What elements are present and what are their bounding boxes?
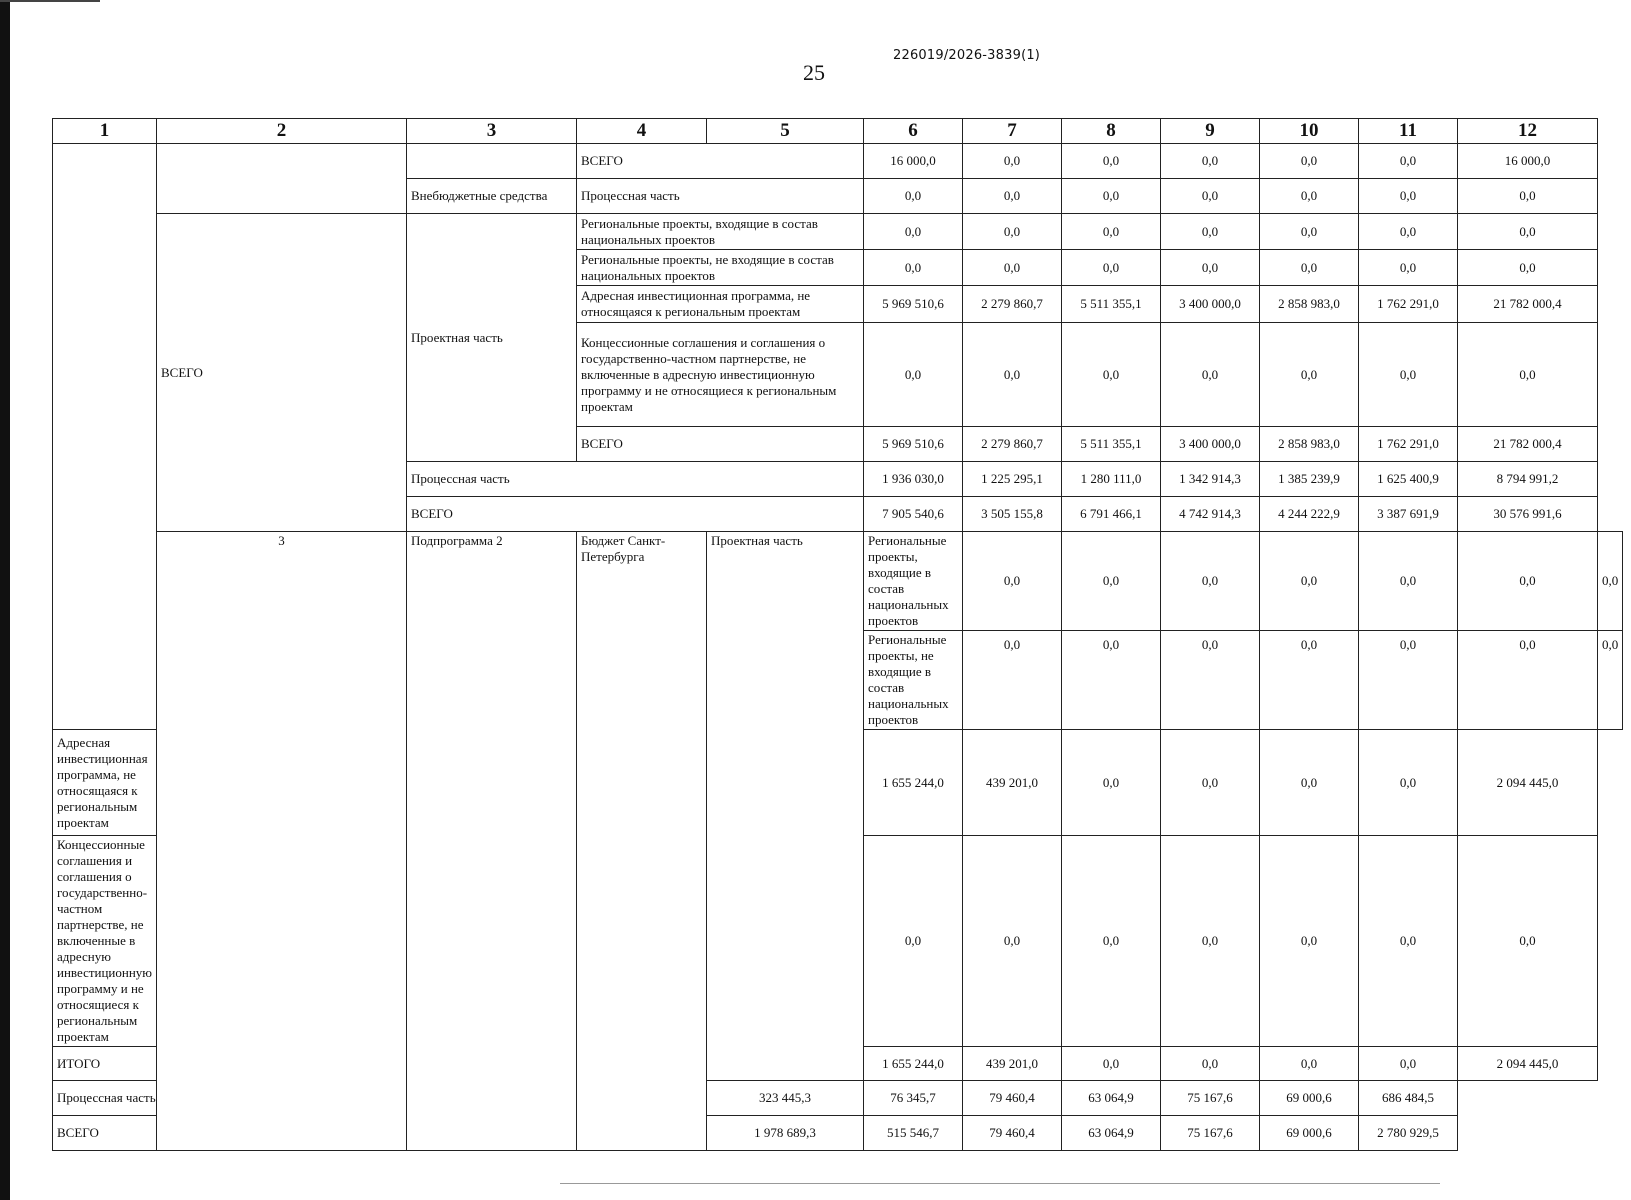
value-cell: 0,0 bbox=[963, 631, 1062, 730]
value-cell: 0,0 bbox=[1062, 179, 1161, 214]
value-cell: 323 445,3 bbox=[707, 1081, 864, 1116]
value-cell: 0,0 bbox=[1260, 144, 1359, 179]
table-row bbox=[53, 144, 1623, 179]
value-cell: 0,0 bbox=[963, 532, 1062, 631]
value-cell: 0,0 bbox=[1598, 631, 1623, 730]
value-cell: 69 000,6 bbox=[1260, 1081, 1359, 1116]
page-number: 25 bbox=[803, 60, 825, 85]
header-col-8: 8 bbox=[1062, 119, 1161, 144]
value-cell: 0,0 bbox=[1161, 730, 1260, 836]
value-cell: 21 782 000,4 bbox=[1458, 427, 1598, 462]
value-cell: 2 858 983,0 bbox=[1260, 286, 1359, 323]
value-cell: 7 905 540,6 bbox=[864, 497, 963, 532]
scan-left-edge bbox=[0, 0, 10, 1200]
value-cell: 0,0 bbox=[1260, 836, 1359, 1047]
source-cell-empty bbox=[407, 144, 577, 179]
value-cell: 0,0 bbox=[864, 214, 963, 250]
value-cell: 5 511 355,1 bbox=[1062, 286, 1161, 323]
label-address-investment-program: Адресная инвестиционная программа, не относящаяся к региональным проектам bbox=[577, 286, 864, 323]
value-cell: 0,0 bbox=[1260, 730, 1359, 836]
value-cell: 0,0 bbox=[1458, 250, 1598, 286]
value-cell: 0,0 bbox=[1260, 179, 1359, 214]
table-row bbox=[53, 1081, 1623, 1116]
value-cell: 3 400 000,0 bbox=[1161, 427, 1260, 462]
value-cell: 0,0 bbox=[1359, 1047, 1458, 1081]
label-project-part: Проектная часть bbox=[707, 532, 864, 1081]
header-col-11: 11 bbox=[1359, 119, 1458, 144]
label-vsego: ВСЕГО bbox=[407, 497, 864, 532]
table-row bbox=[53, 1116, 1623, 1151]
value-cell: 2 780 929,5 bbox=[1359, 1116, 1458, 1151]
value-cell: 0,0 bbox=[963, 179, 1062, 214]
value-cell: 0,0 bbox=[1062, 730, 1161, 836]
value-cell: 0,0 bbox=[963, 323, 1062, 427]
value-cell: 63 064,9 bbox=[1062, 1116, 1161, 1151]
value-cell: 439 201,0 bbox=[963, 730, 1062, 836]
value-cell: 0,0 bbox=[963, 836, 1062, 1047]
header-col-2: 2 bbox=[157, 119, 407, 144]
value-cell: 0,0 bbox=[963, 250, 1062, 286]
label-itogo: ИТОГО bbox=[53, 1047, 157, 1081]
value-cell: 4 244 222,9 bbox=[1260, 497, 1359, 532]
row-number-cell-empty bbox=[53, 144, 157, 730]
value-cell: 2 279 860,7 bbox=[963, 286, 1062, 323]
header-col-10: 10 bbox=[1260, 119, 1359, 144]
label-vsego: ВСЕГО bbox=[577, 427, 864, 462]
value-cell: 21 782 000,4 bbox=[1458, 286, 1598, 323]
label-vsego: ВСЕГО bbox=[577, 144, 864, 179]
value-cell: 0,0 bbox=[1062, 1047, 1161, 1081]
value-cell: 686 484,5 bbox=[1359, 1081, 1458, 1116]
value-cell: 0,0 bbox=[1458, 214, 1598, 250]
value-cell: 5 969 510,6 bbox=[864, 286, 963, 323]
value-cell: 0,0 bbox=[1161, 179, 1260, 214]
header-col-12: 12 bbox=[1458, 119, 1598, 144]
funding-source-offbudget: Внебюджетные средства bbox=[407, 179, 577, 214]
value-cell: 69 000,6 bbox=[1260, 1116, 1359, 1151]
value-cell: 0,0 bbox=[1062, 323, 1161, 427]
subprogram-name: Подпрограмма 2 bbox=[407, 532, 577, 1151]
value-cell: 0,0 bbox=[1062, 631, 1161, 730]
label-regional-in-national: Региональные проекты, входящие в состав национальных проектов bbox=[864, 532, 963, 631]
value-cell: 0,0 bbox=[1161, 836, 1260, 1047]
budget-table bbox=[52, 118, 1623, 1151]
value-cell: 439 201,0 bbox=[963, 1047, 1062, 1081]
value-cell: 76 345,7 bbox=[864, 1081, 963, 1116]
header-col-5: 5 bbox=[707, 119, 864, 144]
value-cell: 0,0 bbox=[1260, 631, 1359, 730]
value-cell: 79 460,4 bbox=[963, 1116, 1062, 1151]
value-cell: 16 000,0 bbox=[864, 144, 963, 179]
value-cell: 2 858 983,0 bbox=[1260, 427, 1359, 462]
value-cell: 16 000,0 bbox=[1458, 144, 1598, 179]
value-cell: 0,0 bbox=[864, 179, 963, 214]
label-regional-not-in-national: Региональные проекты, не входящие в состав национальных проектов bbox=[864, 631, 963, 730]
label-vsego: ВСЕГО bbox=[53, 1116, 407, 1151]
label-concession-agreements: Концессионные соглашения и соглашения о государственно-частном партнерстве, не включенные в адресную инвестиционную программу и не относящиеся к региональным проектам bbox=[577, 323, 864, 427]
value-cell: 79 460,4 bbox=[963, 1081, 1062, 1116]
value-cell: 0,0 bbox=[864, 836, 963, 1047]
value-cell: 515 546,7 bbox=[864, 1116, 963, 1151]
value-cell: 75 167,6 bbox=[1161, 1081, 1260, 1116]
label-process: Процессная часть bbox=[407, 462, 864, 497]
value-cell: 1 385 239,9 bbox=[1260, 462, 1359, 497]
value-cell: 0,0 bbox=[1458, 179, 1598, 214]
value-cell: 3 505 155,8 bbox=[963, 497, 1062, 532]
value-cell: 0,0 bbox=[963, 214, 1062, 250]
label-address-investment-program: Адресная инвестиционная программа, не относящаяся к региональным проектам bbox=[53, 730, 157, 836]
value-cell: 0,0 bbox=[1359, 631, 1458, 730]
value-cell: 0,0 bbox=[1062, 144, 1161, 179]
value-cell: 8 794 991,2 bbox=[1458, 462, 1598, 497]
budget-table-wrapper bbox=[52, 118, 1623, 1151]
value-cell: 5 511 355,1 bbox=[1062, 427, 1161, 462]
value-cell: 1 762 291,0 bbox=[1359, 427, 1458, 462]
funding-source-budget: Бюджет Санкт-Петербурга bbox=[577, 532, 707, 1151]
label-regional-in-national: Региональные проекты, входящие в состав национальных проектов bbox=[577, 214, 864, 250]
value-cell: 1 625 400,9 bbox=[1359, 462, 1458, 497]
label-project-part: Проектная часть bbox=[407, 214, 577, 462]
value-cell: 0,0 bbox=[864, 323, 963, 427]
value-cell: 0,0 bbox=[1062, 214, 1161, 250]
value-cell: 0,0 bbox=[1359, 836, 1458, 1047]
scan-artifact-line bbox=[560, 1183, 1440, 1184]
value-cell: 0,0 bbox=[1359, 179, 1458, 214]
value-cell: 0,0 bbox=[1458, 532, 1598, 631]
row-number: 3 bbox=[157, 532, 407, 1151]
value-cell: 1 655 244,0 bbox=[864, 730, 963, 836]
value-cell: 3 400 000,0 bbox=[1161, 286, 1260, 323]
value-cell: 2 094 445,0 bbox=[1458, 1047, 1598, 1081]
value-cell: 0,0 bbox=[1260, 214, 1359, 250]
value-cell: 30 576 991,6 bbox=[1458, 497, 1598, 532]
header-col-6: 6 bbox=[864, 119, 963, 144]
value-cell: 4 742 914,3 bbox=[1161, 497, 1260, 532]
label-process: Процессная часть bbox=[577, 179, 864, 214]
value-cell: 0,0 bbox=[1359, 214, 1458, 250]
value-cell: 1 342 914,3 bbox=[1161, 462, 1260, 497]
value-cell: 0,0 bbox=[864, 250, 963, 286]
scan-top-mark bbox=[0, 0, 100, 2]
header-col-1: 1 bbox=[53, 119, 157, 144]
value-cell: 0,0 bbox=[1458, 323, 1598, 427]
value-cell: 75 167,6 bbox=[1161, 1116, 1260, 1151]
program-cell-empty bbox=[157, 144, 407, 214]
value-cell: 0,0 bbox=[1161, 214, 1260, 250]
value-cell: 5 969 510,6 bbox=[864, 427, 963, 462]
value-cell: 0,0 bbox=[1161, 532, 1260, 631]
value-cell: 3 387 691,9 bbox=[1359, 497, 1458, 532]
value-cell: 0,0 bbox=[1062, 836, 1161, 1047]
table-row bbox=[53, 532, 1623, 631]
value-cell: 0,0 bbox=[1359, 323, 1458, 427]
value-cell: 1 280 111,0 bbox=[1062, 462, 1161, 497]
value-cell: 0,0 bbox=[1062, 532, 1161, 631]
value-cell: 0,0 bbox=[1161, 1047, 1260, 1081]
value-cell: 0,0 bbox=[1359, 250, 1458, 286]
value-cell: 2 094 445,0 bbox=[1458, 730, 1598, 836]
header-col-3: 3 bbox=[407, 119, 577, 144]
header-row bbox=[53, 119, 1623, 144]
value-cell: 0,0 bbox=[1359, 532, 1458, 631]
value-cell: 0,0 bbox=[1161, 250, 1260, 286]
table-row bbox=[53, 214, 1623, 250]
value-cell: 0,0 bbox=[1161, 323, 1260, 427]
label-regional-not-in-national: Региональные проекты, не входящие в состав национальных проектов bbox=[577, 250, 864, 286]
header-col-7: 7 bbox=[963, 119, 1062, 144]
label-process: Процессная часть bbox=[53, 1081, 407, 1116]
document-id: 226019/2026-3839(1) bbox=[893, 48, 1041, 63]
value-cell: 0,0 bbox=[1260, 250, 1359, 286]
value-cell: 0,0 bbox=[1062, 250, 1161, 286]
value-cell: 0,0 bbox=[1458, 836, 1598, 1047]
value-cell: 0,0 bbox=[1260, 323, 1359, 427]
value-cell: 63 064,9 bbox=[1062, 1081, 1161, 1116]
value-cell: 1 762 291,0 bbox=[1359, 286, 1458, 323]
value-cell: 0,0 bbox=[1359, 730, 1458, 836]
value-cell: 1 978 689,3 bbox=[707, 1116, 864, 1151]
label-concession-agreements: Концессионные соглашения и соглашения о государственно-частном партнерстве, не включенные в адресную инвестиционную программу и не относящиеся к региональным проектам bbox=[53, 836, 157, 1047]
value-cell: 6 791 466,1 bbox=[1062, 497, 1161, 532]
value-cell: 1 936 030,0 bbox=[864, 462, 963, 497]
value-cell: 0,0 bbox=[1161, 631, 1260, 730]
value-cell: 0,0 bbox=[1161, 144, 1260, 179]
value-cell: 0,0 bbox=[1458, 631, 1598, 730]
value-cell: 0,0 bbox=[963, 144, 1062, 179]
value-cell: 0,0 bbox=[1260, 532, 1359, 631]
header-col-9: 9 bbox=[1161, 119, 1260, 144]
value-cell: 0,0 bbox=[1260, 1047, 1359, 1081]
value-cell: 0,0 bbox=[1598, 532, 1623, 631]
value-cell: 0,0 bbox=[1359, 144, 1458, 179]
value-cell: 2 279 860,7 bbox=[963, 427, 1062, 462]
value-cell: 1 225 295,1 bbox=[963, 462, 1062, 497]
value-cell: 1 655 244,0 bbox=[864, 1047, 963, 1081]
total-label: ВСЕГО bbox=[157, 214, 407, 532]
header-col-4: 4 bbox=[577, 119, 707, 144]
